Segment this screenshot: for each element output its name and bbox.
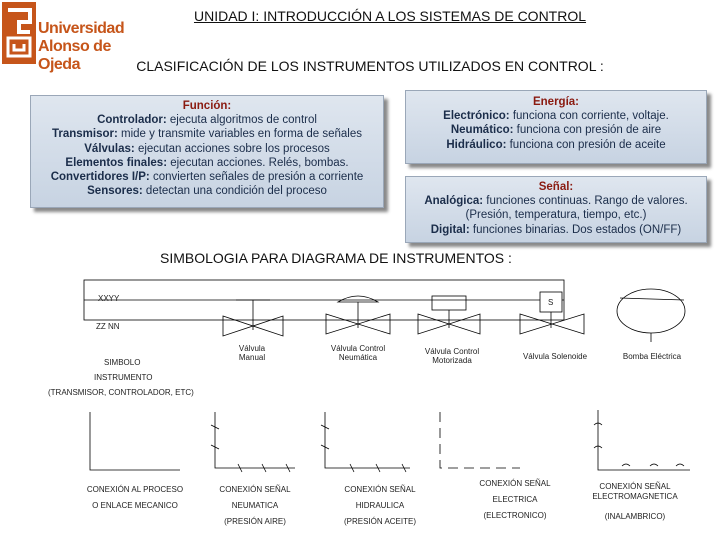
simbolo-label: SIMBOLO bbox=[104, 358, 141, 367]
pneumatic-signal-icon bbox=[211, 412, 295, 472]
hydraulic-signal-icon bbox=[321, 412, 410, 472]
logo-text-line1: Universidad bbox=[38, 20, 125, 37]
energia-heading: Energía: bbox=[532, 96, 579, 108]
connection-label-hydraulic: CONEXIÓN SEÑAL HIDRAULICA (PRESIÓN ACEITE) bbox=[343, 485, 416, 526]
simbologia-title: SIMBOLOGIA PARA DIAGRAMA DE INSTRUMENTOS : bbox=[160, 250, 512, 266]
valve-label-solenoid: Válvula Solenoide bbox=[522, 352, 588, 361]
connection-label-pneumatic: CONEXIÓN SEÑAL NEUMATICA (PRESIÓN AIRE) bbox=[219, 485, 291, 526]
senal-line: (Presión, temperatura, tiempo, etc.) bbox=[465, 209, 647, 222]
funcion-line: Sensores: detectan una condición del proceso bbox=[87, 185, 327, 198]
connection-label-process: CONEXIÓN AL PROCESO O ENLACE MECANICO bbox=[86, 485, 184, 510]
pneumatic-valve-icon bbox=[326, 296, 390, 334]
energia-line: Neumático: funciona con presión de aire bbox=[450, 124, 662, 137]
electric-pump-icon bbox=[617, 289, 685, 342]
instrument-bottom-label: ZZ NN bbox=[96, 322, 120, 331]
transmisor-label: (TRANSMISOR, CONTROLADOR, ETC) bbox=[48, 388, 194, 397]
connection-label-electromagnetic: CONEXIÓN SEÑAL ELECTROMAGNETICA (INALAMBRICO) bbox=[592, 482, 678, 521]
valve-label-manual: Válvula Manual bbox=[238, 344, 266, 362]
electric-signal-icon bbox=[440, 412, 520, 468]
senal-line: Digital: funciones binarias. Dos estados (ON/FF) bbox=[430, 223, 682, 236]
energia-line: Hidráulico: funciona con presión de aceite bbox=[446, 138, 666, 151]
solenoid-letter: S bbox=[548, 298, 554, 307]
instrument-top-label: XXYY bbox=[98, 294, 120, 303]
page-subtitle: CLASIFICACIÓN DE LOS INSTRUMENTOS UTILIZADOS EN CONTROL : bbox=[136, 58, 604, 74]
process-connection-icon bbox=[90, 412, 180, 470]
funcion-line: Elementos finales: ejecutan acciones. Relés, bombas. bbox=[65, 156, 349, 169]
logo-text-line2: Alonso de Ojeda bbox=[38, 38, 111, 73]
valve-label-pneumatic: Válvula Control Neumática bbox=[330, 344, 386, 362]
energia-line: Electrónico: funciona con corriente, voltaje. bbox=[443, 110, 669, 123]
senal-heading: Señal: bbox=[538, 181, 574, 193]
motorized-valve-icon bbox=[418, 296, 480, 334]
senal-line: Analógica: funciones continuas. Rango de valores. bbox=[424, 195, 688, 208]
instrument-symbol bbox=[84, 280, 564, 320]
manual-valve-icon bbox=[223, 300, 283, 336]
funcion-line: Convertidores I/P: convierten señales de presión a corriente bbox=[50, 171, 364, 184]
electromagnetic-signal-icon bbox=[594, 410, 690, 470]
funcion-line: Transmisor: mide y transmite variables en forma de señales bbox=[52, 128, 362, 141]
funcion-line: Controlador: ejecuta algoritmos de control bbox=[97, 114, 317, 127]
connection-label-electric: CONEXIÓN SEÑAL ELECTRICA (ELECTRONICO) bbox=[479, 479, 551, 520]
valve-label-motorized: Válvula Control Motorizada bbox=[424, 347, 480, 365]
funcion-line: Válvulas: ejecutan acciones sobre los procesos bbox=[84, 142, 330, 155]
page-title: UNIDAD I: INTRODUCCIÓN A LOS SISTEMAS DE CONTROL bbox=[193, 8, 587, 24]
instrumento-label: INSTRUMENTO bbox=[94, 373, 153, 382]
pump-label: Bomba Eléctrica bbox=[622, 352, 682, 361]
funcion-heading: Función: bbox=[182, 100, 232, 112]
